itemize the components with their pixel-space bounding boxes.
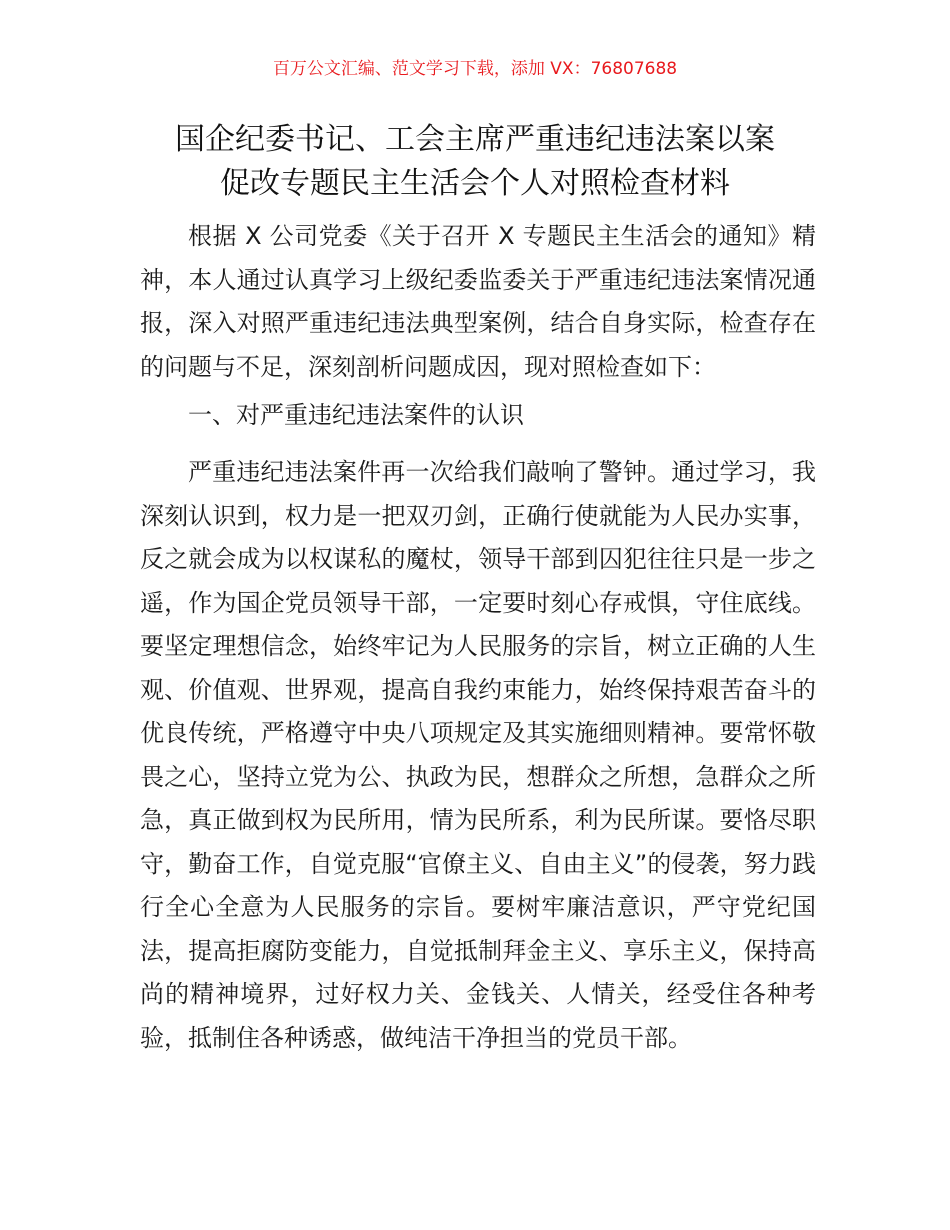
intro-paragraph: 根据 X 公司党委《关于召开 X 专题民主生活会的通知》精神，本人通过认真学习上级纪委监委关于严重违纪违法案情况通报，深入对照严重违纪违法典型案例，结合自身实际，检查存在的问题与不足，深刻剖析问题成因，现对照检查如下： [140, 222, 816, 381]
title-line-1: 国企纪委书记、工会主席严重违纪违法案以案 [175, 122, 775, 157]
section-heading: 一、对严重违纪违法案件的认识 [188, 401, 524, 429]
title-line-2: 促改专题民主生活会个人对照检查材料 [220, 166, 730, 201]
document-title [100, 118, 850, 206]
watermark-header: 百万公文汇编、范文学习下载，添加 VX：76807688 [272, 59, 678, 79]
section-body-paragraph: 严重违纪违法案件再一次给我们敲响了警钟。通过学习，我深刻认识到，权力是一把双刃剑，正确行使就能为人民办实事，反之就会成为以权谋私的魔杖，领导干部到囚犯往往只是一步之遥，作为国企党员领导干部，一定要时刻心存戒惧，守住底线。要坚定理想信念，始终牢记为人民服务的宗旨，树立正确的人生观、价值观、世界观，提高自我约束能力，始终保持艰苦奋斗的优良传统，严格遵守中央八项规定及其实施细则精神。要常怀敬畏之心，坚持立党为公、执政为民，想群众之所想，急群众之所急，真正做到权为民所用，情为民所系，利为民所谋。要恪尽职守，勤奋工作，自觉克服“官僚主义、自由主义”的侵袭，努力践行全心全意为人民服务的宗旨。要树牢廉洁意识，严守党纪国法，提高拒腐防变能力，自觉抵制拜金主义、享乐主义，保持高尚的精神境界，过好权力关、金钱关、人情关，经受住各种考验，抵制住各种诱惑，做纯洁干净担当的党员干部。 [140, 458, 816, 1052]
